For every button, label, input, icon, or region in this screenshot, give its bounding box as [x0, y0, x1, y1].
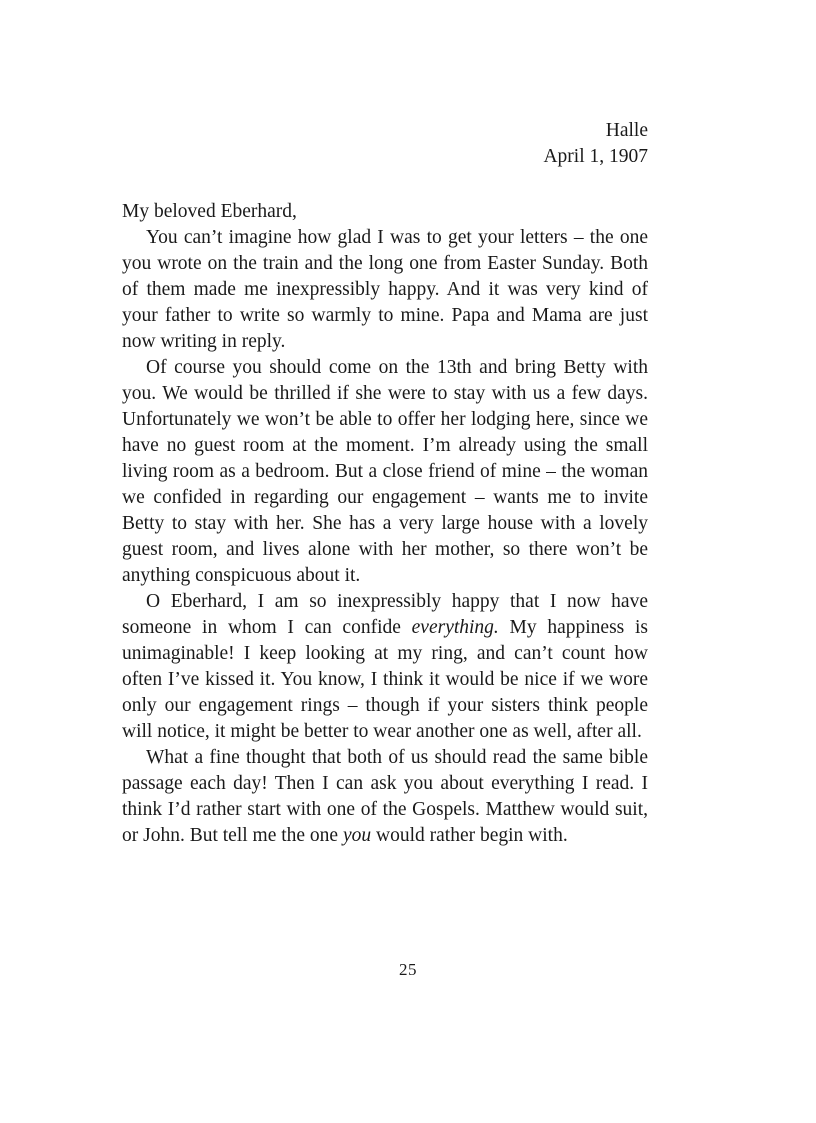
- letter-page: [122, 118, 648, 849]
- dateline: [122, 118, 648, 170]
- paragraph-2: [122, 355, 648, 589]
- paragraph-text: Of course you should come on the 13th and bring Betty with you. We would be thrilled if she were to stay with us a few days. Unfortunately we won’t be able to offer her lodging here, since we have no guest room at the moment. I’m already using the small living room as a bedroom. But a close friend of mine – the woman we confided in regarding our engagement – wants me to invite Betty to stay with her. She has a very large house with a lovely guest room, and lives alone with her mother, so there won’t be anything conspicuous about it.: [122, 357, 648, 586]
- paragraph-text: What a fine thought that both of us should read the same bible passage each day! Then I can ask you about everything I read. I think I’d rather start with one of the Gospels. Matthew would suit, or John. But tell me the one: [122, 747, 648, 846]
- paragraph-text: O Eberhard, I am so inexpressibly happy that I now have someone in whom I can confide: [122, 591, 648, 638]
- paragraph-4: [122, 745, 648, 849]
- paragraph-text: You can’t imagine how glad I was to get your letters – the one you wrote on the train and the long one from Easter Sunday. Both of them made me inexpressibly happy. And it was very kind of your father to write so warmly to mine. Papa and Mama are just now writing in reply.: [122, 227, 648, 352]
- letter-date: April 1, 1907: [543, 146, 648, 167]
- paragraph-3: [122, 589, 648, 745]
- salutation: My beloved Eberhard,: [122, 201, 297, 222]
- page-number: 25: [399, 960, 417, 979]
- letter-body: [122, 199, 648, 849]
- paragraph-text: My happiness is unimaginable! I keep looking at my ring, and can’t count how often I’ve kissed it. You know, I think it would be nice if we wore only our engagement rings – though if your sisters think people will notice, it might be better to wear another one as well, after all.: [122, 617, 649, 742]
- emphasis-everything: everything.: [411, 617, 499, 638]
- paragraph-text: would rather begin with.: [371, 825, 568, 846]
- emphasis-you: you: [342, 825, 372, 846]
- letter-place: Halle: [605, 120, 648, 141]
- paragraph-1: [122, 225, 648, 355]
